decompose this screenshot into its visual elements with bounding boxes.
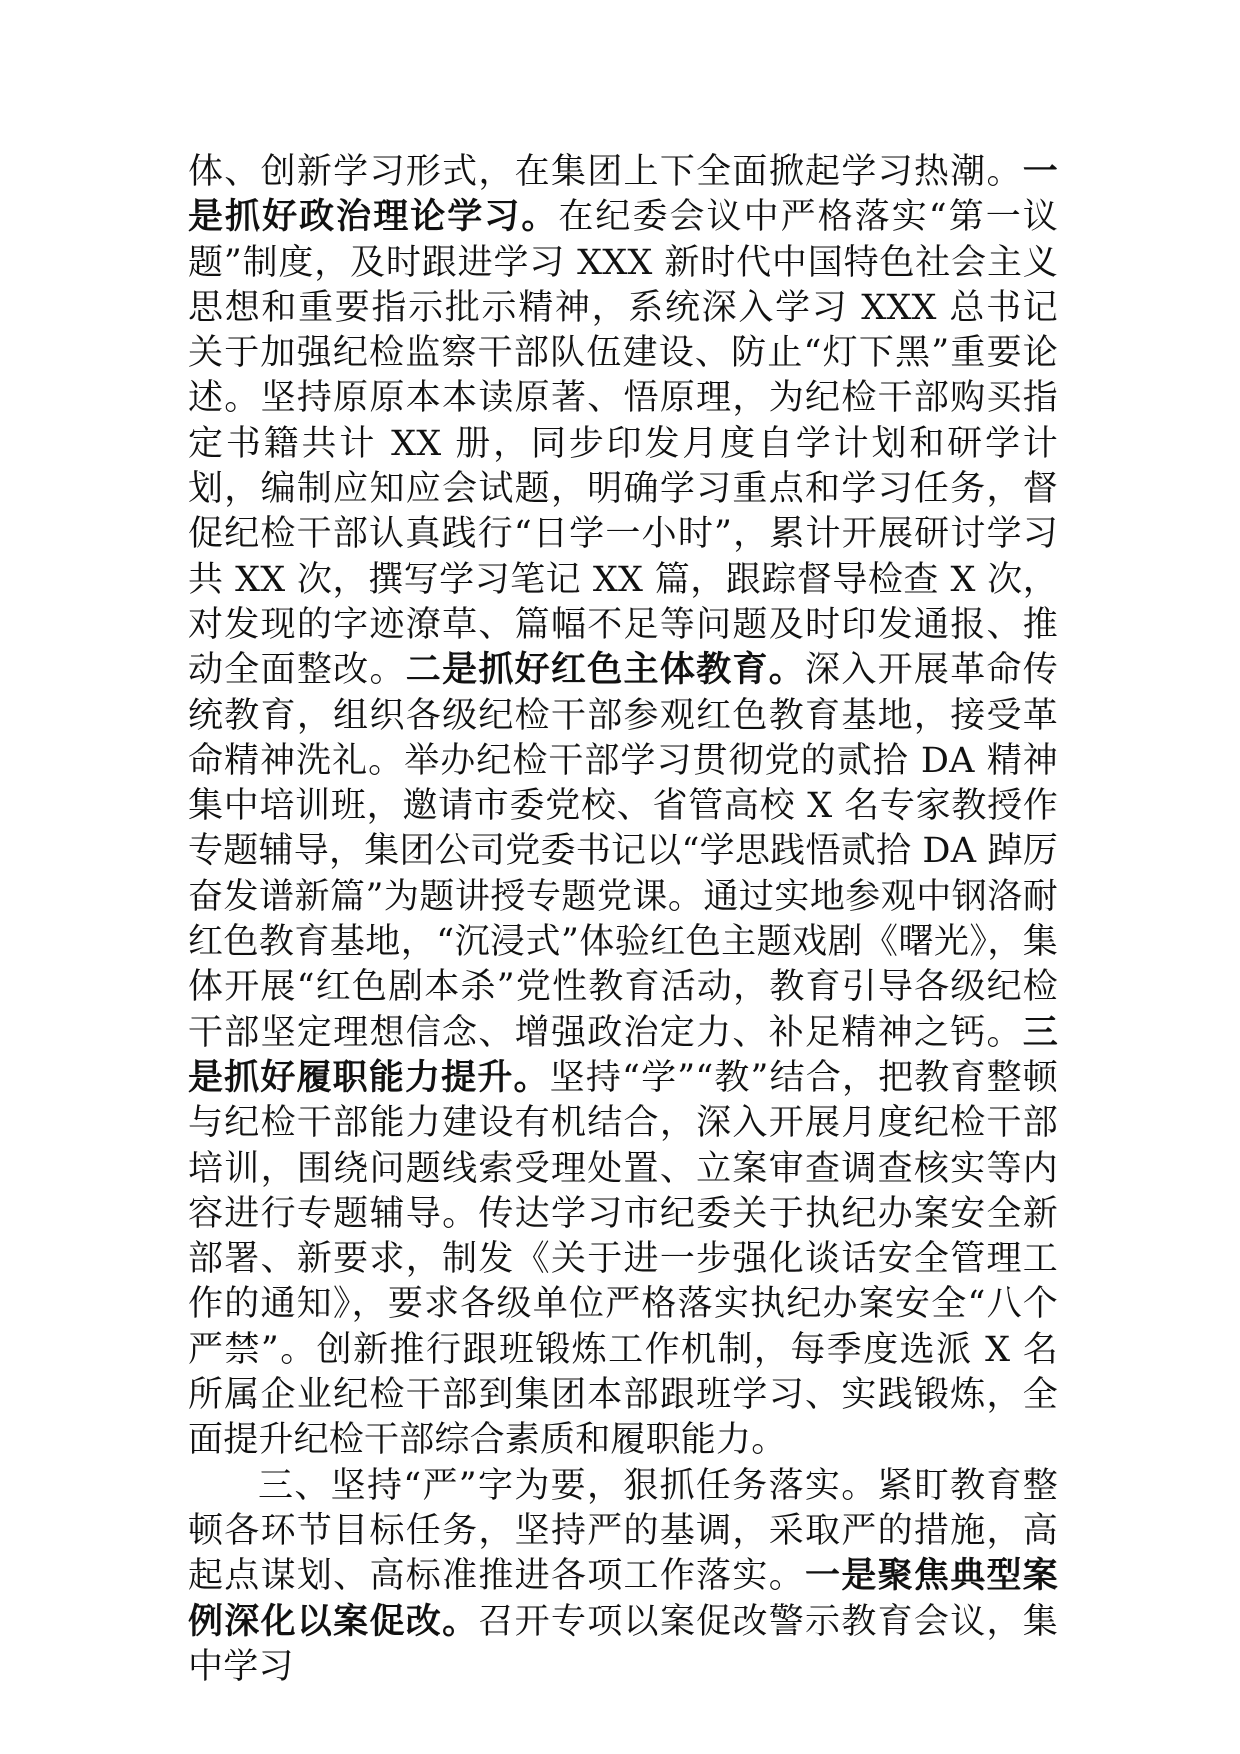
text-run: 深入开展革命传统教育，组织各级纪检干部参观红色教育基地，接受革命精神洗礼。举办纪检干部学习贯彻党的贰拾 DA 精神集中培训班，邀请市委党校、省管高校 X 名专家教授作专题辅导，集团公司党委书记以“学思践悟贰拾 DA 踔厉奋发谱新篇”为题讲授专题党课。通过实地参观中钢洛耐红色教育基地，“沉浸式”体验红色主题戏剧《曙光》，集体开展“红色剧本杀”党性教育活动，教育引导各级纪检干部坚定理想信念、增强政治定力、补足精神之钙。 [188,650,1059,1053]
bold-heading-two: 二是抓好红色主体教育。 [405,650,806,691]
text-run: 体、创新学习形式，在集团上下全面掀起学习热潮。 [188,152,1023,192]
paragraph-2 [188,1464,1058,1690]
paragraph-1 [188,150,1058,1464]
bold-heading-case-study: 一是聚焦典型案例深化以案促改。 [188,1556,1059,1642]
text-run: 在纪委会议中严格落实“第一议题”制度，及时跟进学习 XXX 新时代中国特色社会主义思想和重要指示批示精神，系统深入学习 XXX 总书记关于加强纪检监察干部队伍建设、防止“灯下黑”重要论述。坚持原原本本读原著、悟原理，为纪检干部购买指定书籍共计 XX 册，同步印发月度自学计划和研学计划，编制应知应会试题，明确学习重点和学习任务，督促纪检干部认真践行“日学一小时”，累计开展研讨学习共 XX 次，撰写学习笔记 XX 篇，跟踪督导检查 X 次，对发现的字迹潦草、篇幅不足等问题及时印发通报、推动全面整改。 [188,197,1058,691]
bold-heading-one: 一是抓好政治理论学习。 [188,152,1058,238]
document-page [188,150,1058,1690]
text-run: 坚持“学”“教”结合，把教育整顿与纪检干部能力建设有机结合，深入开展月度纪检干部培训，围绕问题线索受理处置、立案审查调查核实等内容进行专题辅导。传达学习市纪委关于执纪办案安全新部署、新要求，制发《关于进一步强化谈话安全管理工作的通知》，要求各级单位严格落实执纪办案安全“八个严禁”。创新推行跟班锻炼工作机制，每季度选派 X 名所属企业纪检干部到集团本部跟班学习、实践锻炼，全面提升纪检干部综合素质和履职能力。 [188,1057,1058,1461]
text-run: 召开专项以案促改警示教育会议，集中学习 [188,1601,1059,1687]
bold-heading-three: 三是抓好履职能力提升。 [188,1012,1058,1098]
section-heading-text: 三、坚持“严”字为要，狠抓任务落实。紧盯教育整顿各环节目标任务，坚持严的基调，采取严的措施，高起点谋划、高标准推进各项工作落实。 [188,1465,1058,1597]
